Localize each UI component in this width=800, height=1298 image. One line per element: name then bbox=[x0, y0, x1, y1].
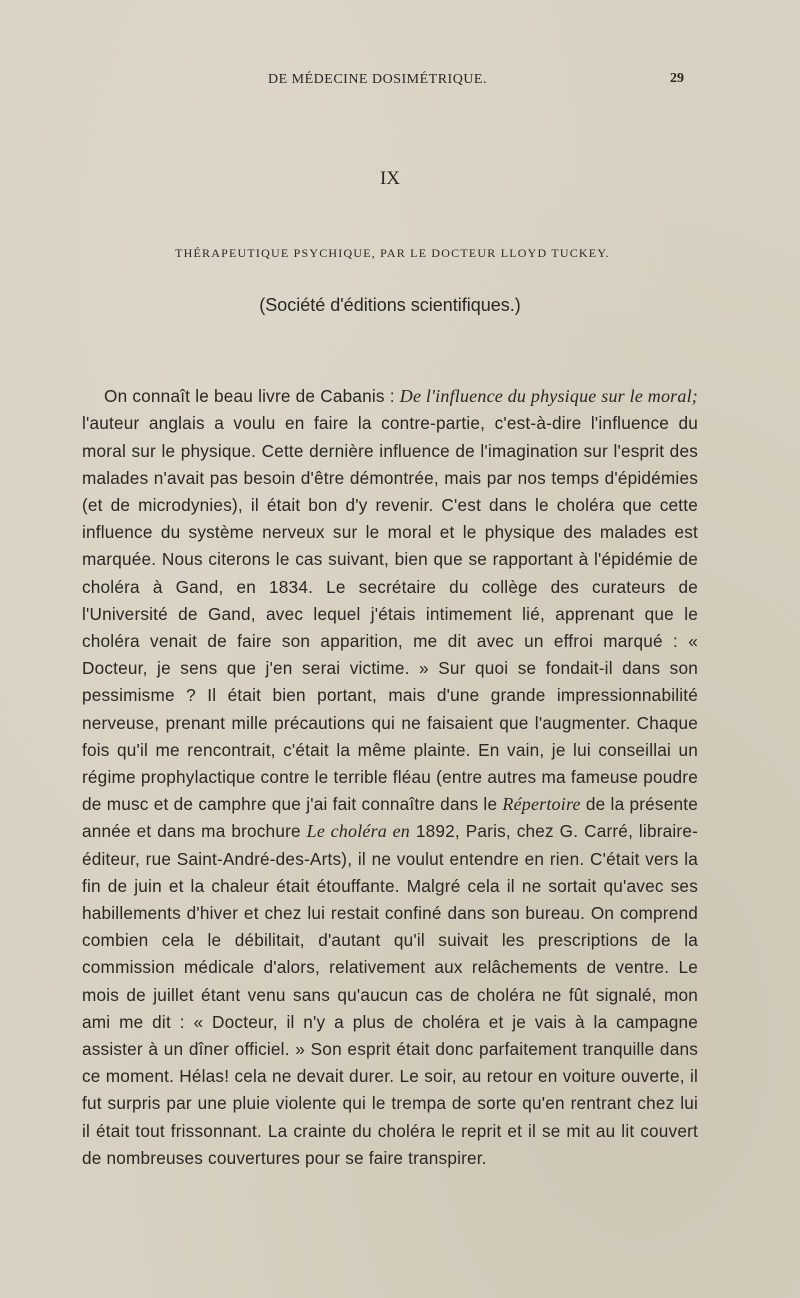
body-paragraph bbox=[82, 383, 698, 1172]
page-number: 29 bbox=[670, 71, 684, 86]
text-run: l'auteur anglais a voulu en faire la contre-partie, c'est-à-dire l'influence du moral sur le physique. Cette dernière influence de l'imagination sur l'esprit des malades n'avait pas besoin d'être démontrée, mais par nos temps d'épidémies (et de microdynies), il était bon d'y revenir. C'est dans le choléra que cette influence du système nerveux sur le moral et le physique des malades est marquée. Nous citerons le cas suivant, bien que se rapportant à l'épidémie de choléra à Gand, en 1834. Le secrétaire du collège des curateurs de l'Université de Gand, avec lequel j'étais intimement lié, apprenant que le choléra venait de faire son apparition, me dit avec un effroi marqué : « Docteur, je sens que j'en serai victime. » Sur quoi se fondait-il dans son pessimisme ? Il était bien portant, mais d'une grande impressionnabilité nerveuse, prenant mille précautions qui ne faisaient que l'augmenter. Chaque fois qu'il me rencontrait, c'était la même plainte. En vain, je lui conseillai un régime prophylactique contre le terrible fléau (entre autres ma fameuse poudre de musc et de camphre que j'ai fait connaître dans le bbox=[82, 413, 698, 815]
publisher-line: (Société d'éditions scientifiques.) bbox=[259, 295, 521, 315]
italic-title-run: De l'influence du physique sur le moral; bbox=[399, 386, 698, 407]
text-run: de la présente année et dans ma brochure bbox=[82, 794, 698, 842]
italic-title-run: Le choléra en bbox=[306, 821, 410, 842]
text-run: 1892, Paris, chez G. Carré, libraire-éditeur, rue Saint-André-des-Arts), il ne voulut entendre en rien. C'était vers la fin de juin et la chaleur était étouffante. Malgré cela il ne sortait qu'avec ses habillements d'hiver et chez lui restait confiné dans son bureau. On comprend combien cela le débilitait, d'autant qu'il suivait les prescriptions de la commission médicale d'alors, relativement aux relâchements de ventre. Le mois de juillet étant venu sans qu'aucun cas de choléra ne fût signalé, mon ami me dit : « Docteur, il n'y a plus de choléra et je vais à la campagne assister à un dîner officiel. » Son esprit était donc parfaitement tranquille dans ce moment. Hélas! cela ne devait durer. Le soir, au retour en voiture ouverte, il fut surpris par une pluie violente qui le trempa de sorte qu'en rentrant chez lui il était tout frissonnant. La crainte du choléra le reprit et il se mit au lit couvert de nombreuses couvertures pour se faire transpirer. bbox=[82, 821, 699, 1168]
running-title: DE MÉDECINE DOSIMÉTRIQUE. bbox=[268, 72, 487, 87]
chapter-title: THÉRAPEUTIQUE PSYCHIQUE, PAR LE DOCTEUR LLOYD TUCKEY. bbox=[175, 246, 610, 260]
italic-title-run: Répertoire bbox=[502, 794, 581, 815]
text-run: On connaît le beau livre de Cabanis : bbox=[104, 386, 400, 407]
section-number: IX bbox=[379, 168, 401, 189]
